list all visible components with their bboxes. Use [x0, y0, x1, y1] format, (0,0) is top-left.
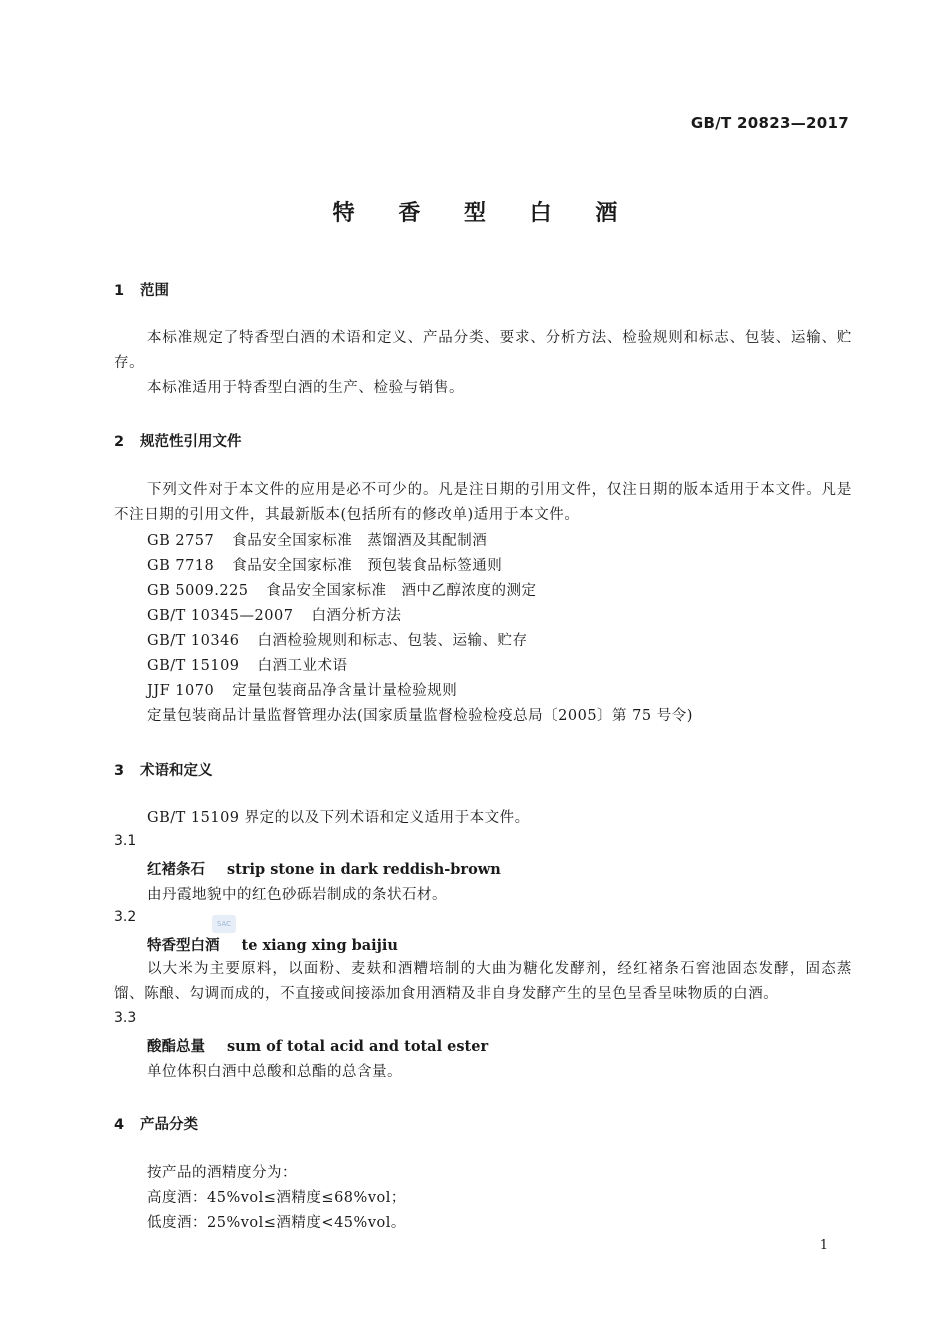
page-title: 特 香 型 白 酒	[332, 201, 636, 226]
term-cn: 酸酯总量	[147, 1039, 205, 1055]
reference-code: GB 7718	[147, 558, 215, 574]
term-definition: 由丹霞地貌中的红色砂砾岩制成的条状石材。	[147, 887, 447, 903]
section-4-heading	[114, 1113, 198, 1134]
page-number: 1	[819, 1238, 828, 1253]
term-cn: 红褚条石	[147, 862, 205, 878]
reference-code: GB 5009.225	[147, 583, 249, 599]
reference-name: 食品安全国家标准 预包装食品标签通则	[232, 558, 503, 574]
reference-code: JJF 1070	[147, 683, 215, 699]
classification-intro: 按产品的酒精度分为：	[147, 1165, 297, 1181]
section-1-paragraph-2: 本标准适用于特香型白酒的生产、检验与销售。	[147, 380, 465, 396]
reference-name: 白酒检验规则和标志、包装、运输、贮存	[257, 633, 528, 649]
section-2-heading	[114, 430, 242, 451]
classification-high: 高度酒：45%vol≤酒精度≤68%vol；	[147, 1190, 406, 1206]
term-cn: 特香型白酒	[147, 938, 220, 954]
section-title: 产品分类	[140, 1117, 198, 1133]
reference-item	[147, 579, 537, 600]
reference-name: 食品安全国家标准 酒中乙醇浓度的测定	[266, 583, 537, 599]
section-title: 规范性引用文件	[140, 434, 242, 450]
term-definition: 以大米为主要原料，以面粉、麦麸和酒糟培制的大曲为糖化发酵剂，经红褚条石窖池固态发酵，固态蒸馏、陈酿、勾调而成的，不直接或间接添加食用酒精及非自身发酵产生的呈色呈香呈味物质的白酒。	[114, 961, 852, 1002]
section-3-heading	[114, 759, 213, 780]
term-en: sum of total acid and total ester	[227, 1038, 489, 1055]
term-en: te xiang xing baijiu	[241, 937, 398, 954]
term-number: 3.3	[114, 1010, 137, 1026]
reference-item	[147, 629, 528, 650]
reference-item	[147, 679, 457, 700]
reference-name: 食品安全国家标准 蒸馏酒及其配制酒	[232, 533, 488, 549]
section-2-intro: 下列文件对于本文件的应用是必不可少的。凡是注日期的引用文件，仅注日期的版本适用于本文件。凡是不注日期的引用文件，其最新版本(包括所有的修改单)适用于本文件。	[114, 482, 852, 523]
reference-name: 白酒分析方法	[311, 608, 402, 624]
section-number: 2	[114, 434, 125, 450]
section-1-paragraph-1: 本标准规定了特香型白酒的术语和定义、产品分类、要求、分析方法、检验规则和标志、包装、运输、贮存。	[114, 330, 852, 371]
term-definition: 单位体积白酒中总酸和总酯的总含量。	[147, 1064, 402, 1080]
reference-code: GB 2757	[147, 533, 215, 549]
section-number: 4	[114, 1117, 125, 1133]
term-en: strip stone in dark reddish-brown	[227, 861, 501, 878]
reference-item	[147, 529, 487, 550]
reference-item	[147, 654, 348, 675]
reference-code: GB/T 10346	[147, 633, 240, 649]
standard-number: GB/T 20823—2017	[690, 114, 849, 132]
section-title: 范围	[140, 283, 169, 299]
reference-item-regulation: 定量包装商品计量监督管理办法(国家质量监督检验检疫总局〔2005〕第 75 号令)	[147, 708, 693, 724]
section-1-heading	[114, 279, 169, 300]
reference-item	[147, 554, 502, 575]
section-number: 3	[114, 763, 125, 779]
watermark-logo: SAC	[212, 915, 236, 933]
term-number: 3.1	[114, 833, 137, 849]
reference-code: GB/T 10345—2007	[147, 608, 294, 624]
term-heading	[147, 1035, 488, 1056]
section-number: 1	[114, 283, 125, 299]
reference-name: 白酒工业术语	[257, 658, 348, 674]
reference-name: 定量包装商品净含量计量检验规则	[232, 683, 458, 699]
section-3-intro: GB/T 15109 界定的以及下列术语和定义适用于本文件。	[147, 810, 530, 826]
term-heading	[147, 934, 398, 955]
term-number: 3.2	[114, 909, 137, 925]
classification-low: 低度酒：25%vol≤酒精度<45%vol。	[147, 1215, 406, 1231]
reference-item	[147, 604, 401, 625]
section-title: 术语和定义	[140, 763, 213, 779]
term-heading	[147, 858, 501, 879]
reference-code: GB/T 15109	[147, 658, 240, 674]
